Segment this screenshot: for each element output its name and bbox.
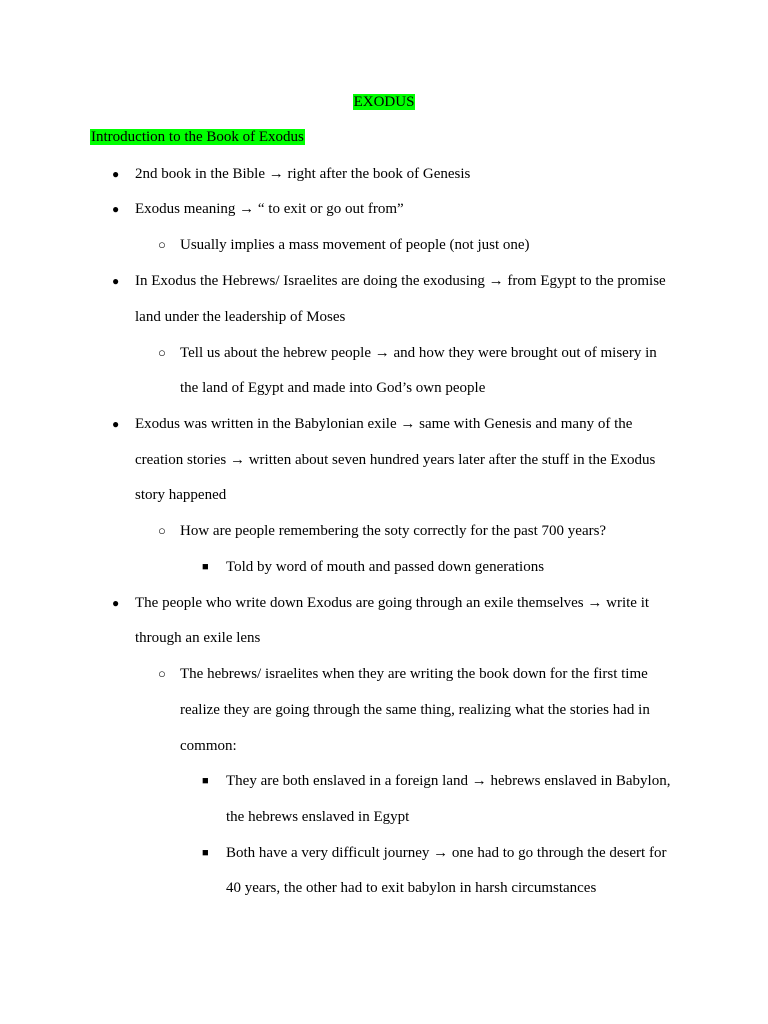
list-item-text: Tell us about the hebrew people → and how they were brought out of misery in bbox=[180, 345, 657, 361]
section-heading-text: Introduction to the Book of Exodus bbox=[91, 129, 304, 145]
bullet-level1-icon: ● bbox=[112, 167, 120, 181]
bullet-level1-icon: ● bbox=[112, 596, 120, 610]
list-item-text-continued: land under the leadership of Moses bbox=[135, 309, 346, 325]
bullet-level3-icon: ■ bbox=[202, 847, 209, 859]
list-item-text-continued: through an exile lens bbox=[135, 630, 261, 646]
document-title bbox=[0, 92, 768, 112]
list-item-text: Exodus was written in the Babylonian exile → same with Genesis and many of the bbox=[135, 416, 633, 432]
list-item-text: In Exodus the Hebrews/ Israelites are doing the exodusing → from Egypt to the promise bbox=[135, 273, 666, 289]
bullet-level3-icon: ■ bbox=[202, 775, 209, 787]
list-item-text-continued: common: bbox=[180, 738, 237, 754]
bullet-level2-icon: ○ bbox=[158, 666, 166, 681]
list-item-text: Both have a very difficult journey → one had to go through the desert for bbox=[226, 845, 667, 861]
list-item-text: Usually implies a mass movement of people (not just one) bbox=[180, 237, 530, 253]
list-item-text-continued: realize they are going through the same thing, realizing what the stories had in bbox=[180, 702, 650, 718]
list-item-text: The people who write down Exodus are going through an exile themselves → write it bbox=[135, 595, 650, 611]
bullet-level1-icon: ● bbox=[112, 417, 120, 431]
bullet-level1-icon: ● bbox=[112, 274, 120, 288]
bullet-level1-icon: ● bbox=[112, 202, 120, 216]
list-item-text: Exodus meaning → “ to exit or go out from” bbox=[135, 201, 404, 217]
bullet-level3-icon: ■ bbox=[202, 561, 209, 573]
section-heading bbox=[90, 127, 305, 147]
list-item-text: How are people remembering the soty correctly for the past 700 years? bbox=[180, 523, 607, 539]
list-item-text-continued: creation stories → written about seven hundred years later after the stuff in the Exodus bbox=[135, 452, 656, 468]
bullet-level2-icon: ○ bbox=[158, 345, 166, 360]
list-item-text: 2nd book in the Bible → right after the book of Genesis bbox=[135, 166, 471, 182]
list-item-text: They are both enslaved in a foreign land → hebrews enslaved in Babylon, bbox=[226, 773, 671, 789]
bullet-level2-icon: ○ bbox=[158, 523, 166, 538]
list-item-text-continued: the land of Egypt and made into God’s own people bbox=[180, 380, 486, 396]
document-title-text: EXODUS bbox=[353, 94, 415, 110]
list-item-text: Told by word of mouth and passed down generations bbox=[226, 559, 545, 575]
bullet-level2-icon: ○ bbox=[158, 237, 166, 252]
list-item-text-continued: 40 years, the other had to exit babylon in harsh circumstances bbox=[226, 880, 597, 896]
list-item-text-continued: story happened bbox=[135, 487, 227, 503]
list-item-text: The hebrews/ israelites when they are writing the book down for the first time bbox=[180, 666, 648, 682]
list-item-text-continued: the hebrews enslaved in Egypt bbox=[226, 809, 410, 825]
